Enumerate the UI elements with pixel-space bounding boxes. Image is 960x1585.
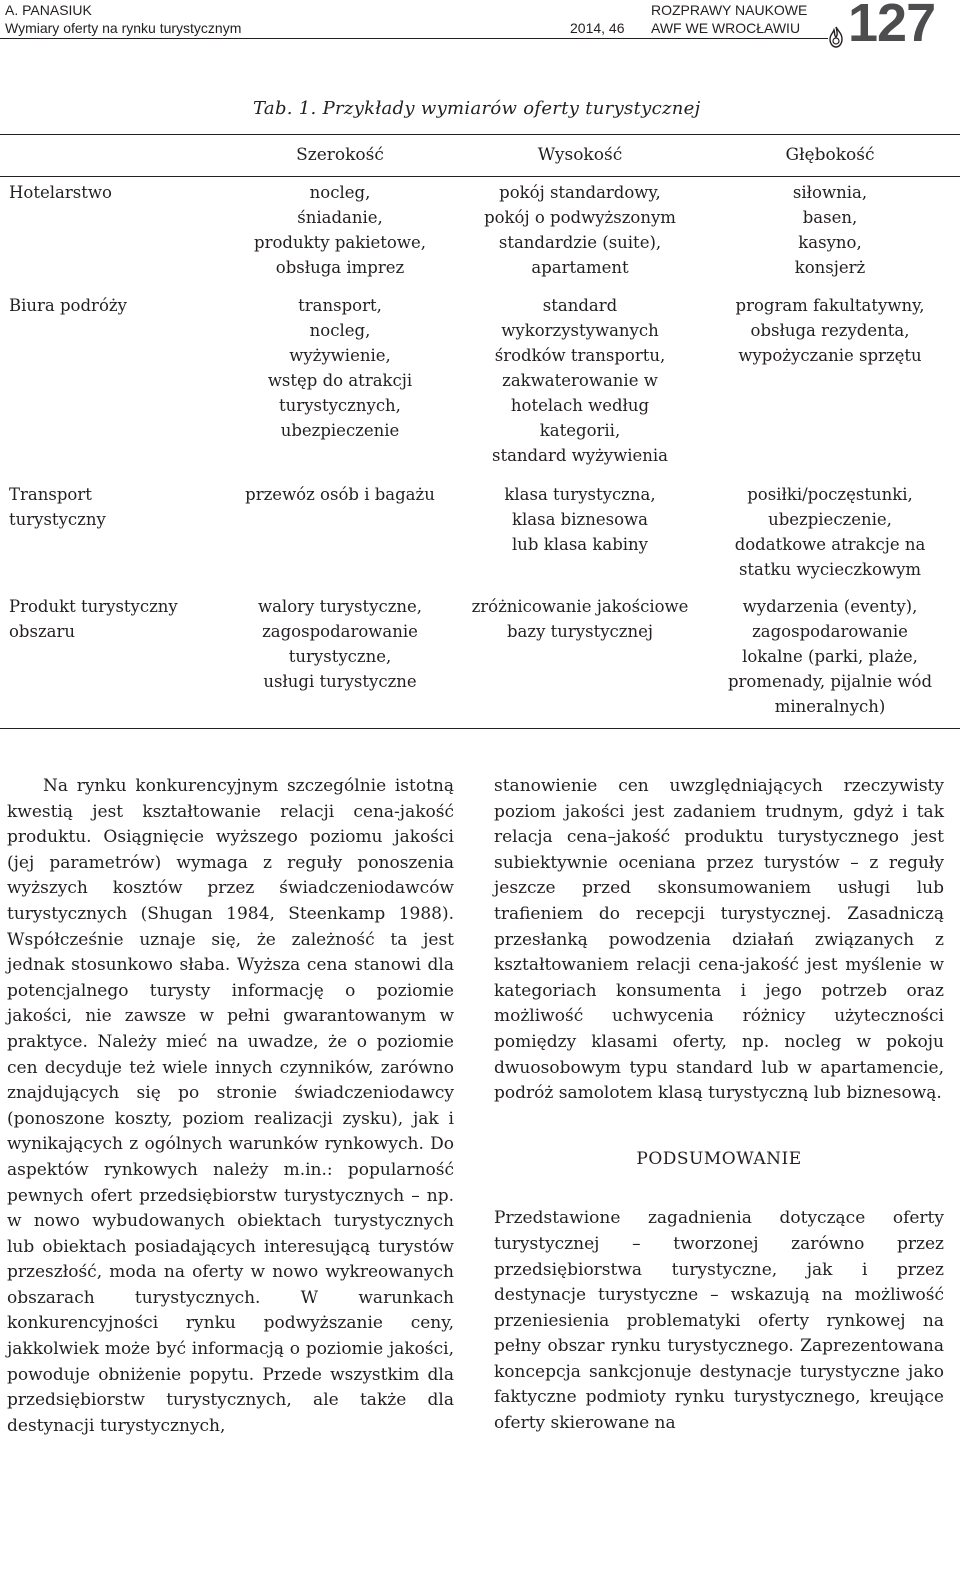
table-cell: program fakultatywny, obsługa rezydenta, wypożyczanie sprzętu [735,296,925,365]
awf-flame-logo-icon [826,26,846,50]
body-column-right [494,774,944,1437]
column-header-depth: Głębokość [785,145,875,165]
table-cell: zróżnicowanie jakościowe bazy turystycznej [471,597,689,641]
column-header-height: Wysokość [537,145,623,165]
table-cell: posiłki/poczęstunki, ubezpieczenie, dodatkowe atrakcje na statku wycieczkowym [734,485,926,579]
table-row-label: Hotelarstwo [9,183,112,202]
table-cell: walory turystyczne, zagospodarowanie turystyczne, usługi turystyczne [257,597,423,691]
page-number: 127 [848,0,936,53]
table-bottom-rule [0,728,960,729]
table-cell: klasa turystyczna, klasa biznesowa lub klasa kabiny [504,485,656,554]
paragraph: stanowienie cen uwzględniających rzeczywisty poziom jakości jest zadaniem trudnym, gdyż i tak relacja cena–jakość produktu turystycznego jest subiektywnie oceniana przez turystów – z reguły jeszcze przed skonsumowaniem usługi lub trafieniem do recepcji turystycznej. Zasadniczą przesłanką powodzenia działań związanych z kształtowaniem relacji cena-jakość jest myślenie w kategoriach konsumenta i jego potrzeb oraz możliwość uchwycenia różnicy użyteczności pomiędzy klasami oferty, np. nocleg w pokoju dwuosobowym typu standard lub w apartamencie, podróż samolotem klasą turystyczną lub biznesową. [494,776,944,1104]
header-journal-line1: ROZPRAWY NAUKOWE [651,2,808,18]
table-cell: nocleg, śniadanie, produkty pakietowe, obsługa imprez [254,183,426,277]
header-journal-line2: AWF WE WROCŁAWIU [651,20,801,36]
header-author: A. PANASIUK [5,2,92,18]
table-row-label: Transport turystyczny [9,485,106,529]
paragraph: Na rynku konkurencyjnym szczególnie istotną kwestią jest kształtowanie relacji cena-jakość produktu. Osiągnięcie wyższego poziomu jakości (jej parametrów) wymaga z reguły ponoszenia wyższych kosztów przez świadczeniodawców turystycznych (Shugan 1984, Steenkamp 1988). Współcześnie uznaje się, że zależność ta jest jednak stosunkowo słaba. Wyższa cena stanowi dla potencjalnego turysty informację o poziomie jakości, nie zawsze w pełni gwarantowanym w praktyce. Należy mieć na uwadze, że o poziomie cen decyduje też wiele innych czynników, zarówno znajdujących się po stronie świadczeniodawcy (ponoszone koszty, poziom realizacji zysku), jak i wynikających z ogólnych warunków rynkowych. Do aspektów rynkowych należy m.in.: popularność pewnych ofert przedsiębiorstw turystycznych – np. w nowo wybudowanych obiektach turystycznych lub obiektach posiadających interesującą turystów przeszłość, moda na oferty w nowo wykreowanych obszarach turystycznych. W warunkach konkurencyjności rynku podwyższanie ceny, jakkolwiek może być informacją o poziomie jakości, powoduje obniżenie popytu. Przede wszystkim dla przedsiębiorstw turystycznych, ale także dla destynacji turystycznych, [7,776,454,1436]
column-header-width: Szerokość [296,145,384,165]
running-header [0,0,960,53]
table-caption: Tab. 1. Przykłady wymiarów oferty turystycznej [253,98,701,119]
table-header-rule [0,176,960,177]
table-top-rule [0,134,960,135]
table-cell: przewóz osób i bagażu [245,485,435,504]
table-cell: siłownia, basen, kasyno, konsjerż [792,183,868,277]
section-heading: PODSUMOWANIE [636,1148,802,1169]
table-cell: pokój standardowy, pokój o podwyższonym standardzie (suite), apartament [484,183,676,277]
header-rule [0,38,828,39]
table-cell: transport, nocleg, wyżywienie, wstęp do atrakcji turystycznych, ubezpieczenie [267,296,413,440]
table-row-label: Biura podróży [9,296,127,315]
header-article-title: Wymiary oferty na rynku turystycznym [5,20,242,36]
body-column-left [7,774,454,1439]
paragraph: Przedstawione zagadnienia dotyczące oferty turystycznej – tworzonej zarówno przez przedsiębiorstwa turystyczne, jak i przez destynacje turystyczne – wskazują na możliwość przeniesienia problematyki oferty rynkowej na pełny obszar rynku turystycznego. Zaprezentowana koncepcja sankcjonuje destynacje turystyczne jako faktyczne podmioty rynku turystycznego, kreujące oferty skierowane na [494,1208,944,1434]
table-cell: standard wykorzystywanych środków transportu, zakwaterowanie w hotelach według kategorii, standard wyżywienia [491,296,669,465]
header-issue: 2014, 46 [570,20,625,36]
table-row-label: Produkt turystyczny obszaru [9,597,178,641]
table-cell: wydarzenia (eventy), zagospodarowanie lokalne (parki, plaże, promenady, pijalnie wód mineralnych) [727,597,933,716]
